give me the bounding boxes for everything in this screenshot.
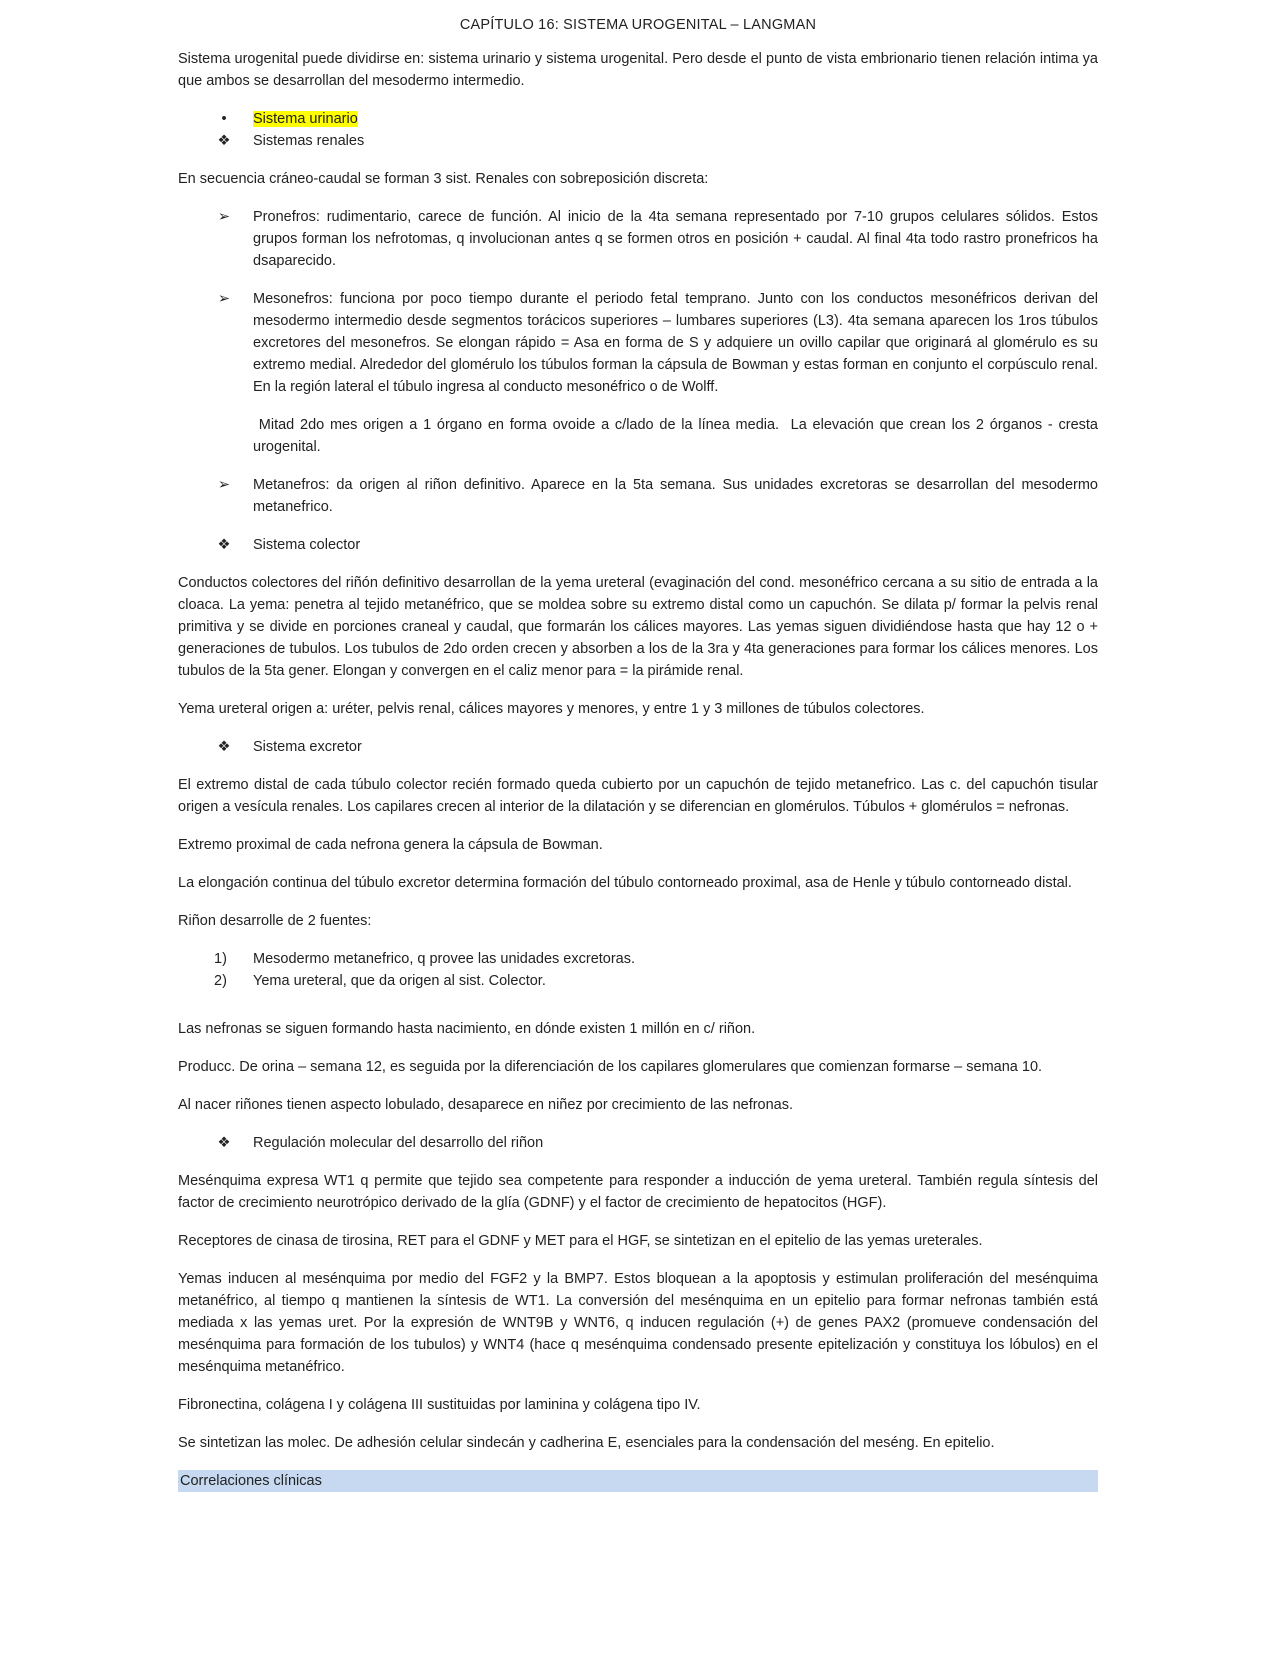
paragraph-nacer: Al nacer riñones tienen aspecto lobulado, desaparece en niñez por crecimiento de las nefronas. xyxy=(178,1097,794,1113)
paragraph-extremo-distal: El extremo distal de cada túbulo colector recién formado queda cubierto por un capuchón de tejido metanefrico. Las c. del capuchón tisular origen a vesícula renales. Los capilares crecen al interior de la dilatación y se diferencian en glomérulos. Túbulos + glomérulos = nefronas. xyxy=(178,777,1098,815)
arrow-bullet-icon: ➢ xyxy=(217,209,231,225)
paragraph-fuentes: Riñon desarrolle de 2 fuentes: xyxy=(178,913,372,929)
paragraph-conductos: Conductos colectores del riñón definitivo desarrollan de la yema ureteral (evaginación del cond. mesonéfrico cercana a su sitio de entrada a la cloaca. La yema: penetra al tejido metanéfrico, que se moldea sobre su extremo distal como un capuchón. Se dilata p/ formar la pelvis renal primitiva y se divide en porciones craneal y caudal, que formarán los cálices mayores. Las yemas siguen dividiéndose hasta que hay 12 o + generaciones de tubulos. Los tubulos de 2do orden crecen y absorben a los de la 3ra y 4ta generaciones para formar los cálices menores. Los tubulos de la 5ta gener. Elongan y convergen en el caliz menor para = la pirámide renal. xyxy=(178,575,1098,679)
list-item-fuente-1 xyxy=(178,948,1098,970)
paragraph-nefronas: Las nefronas se siguen formando hasta nacimiento, en dónde existen 1 millón en c/ riñon. xyxy=(178,1021,756,1037)
list-item-mesonefros xyxy=(178,288,1098,398)
document-page xyxy=(178,14,1103,1492)
diamond-bullet-icon: ❖ xyxy=(217,133,231,149)
paragraph-mesenquima: Mesénquima expresa WT1 q permite que tejido sea competente para responder a inducción de yema ureteral. También regula síntesis del factor de crecimiento neurotrópico derivado de la glía (GDNF) y el factor de crecimiento de hepatocitos (HGF). xyxy=(178,1173,1098,1211)
highlighted-heading-correlaciones: Correlaciones clínicas xyxy=(178,1470,1098,1492)
heading-regulacion: Regulación molecular del desarrollo del riñon xyxy=(253,1135,544,1151)
diamond-bullet-icon: ❖ xyxy=(217,537,231,553)
diamond-bullet-icon: ❖ xyxy=(217,1135,231,1151)
list-number: 1) xyxy=(214,951,227,967)
list-item-colector xyxy=(178,534,1098,556)
paragraph-yemas-inducen: Yemas inducen al mesénquima por medio del FGF2 y la BMP7. Estos bloquean a la apoptosis y estimulan proliferación del mesénquima metanéfrico, al tiempo q mantienen la síntesis de WT1. La conversión del mesénquima en un epitelio para formar nefronas también está mediada x las yemas uret. Por la expresión de WNT9B y WNT6, q inducen regulación (+) de genes PAX2 (promueve condensación del mesénquima para formación de los tubulos) y WNT4 (hace q mesénquima condensado presente epitelización y constituya los lóbulos) en el mesénquima metanéfrico. xyxy=(178,1271,1098,1375)
heading-colector: Sistema colector xyxy=(253,537,361,553)
bullet-icon: • xyxy=(221,111,227,127)
list-item-regulacion xyxy=(178,1132,1098,1154)
document-title: CAPÍTULO 16: SISTEMA UROGENITAL – LANGMAN xyxy=(459,17,817,33)
list-item-excretor xyxy=(178,736,1098,758)
paragraph-yema: Yema ureteral origen a: uréter, pelvis renal, cálices mayores y menores, y entre 1 y 3 millones de túbulos colectores. xyxy=(178,701,925,717)
paragraph-receptores: Receptores de cinasa de tirosina, RET para el GDNF y MET para el HGF, se sintetizan en el epitelio de las yemas ureterales. xyxy=(178,1233,983,1249)
intro-paragraph: Sistema urogenital puede dividirse en: sistema urinario y sistema urogenital. Pero desde el punto de vista embrionario tienen relación intima ya que ambos se desarrollan del mesodermo intermedio. xyxy=(178,51,1098,89)
text-fuente-2: Yema ureteral, que da origen al sist. Colector. xyxy=(253,973,546,989)
paragraph-secuencia: En secuencia cráneo-caudal se forman 3 sist. Renales con sobreposición discreta: xyxy=(178,171,709,187)
list-item-fuente-2 xyxy=(178,970,1098,992)
list-item-metanefros xyxy=(178,474,1098,518)
text-fuente-1: Mesodermo metanefrico, q provee las unidades excretoras. xyxy=(253,951,636,967)
heading-renales: Sistemas renales xyxy=(253,133,365,149)
text-metanefros: Metanefros: da origen al riñon definitivo. Aparece en la 5ta semana. Sus unidades excretoras se desarrollan del mesodermo metanefrico. xyxy=(253,477,1098,515)
spacer xyxy=(178,992,1098,1018)
arrow-bullet-icon: ➢ xyxy=(217,477,231,493)
list-item-pronefros xyxy=(178,206,1098,272)
diamond-bullet-icon: ❖ xyxy=(217,739,231,755)
list-item-renales xyxy=(178,130,1098,152)
paragraph-fibronectina: Fibronectina, colágena I y colágena III sustituidas por laminina y colágena tipo IV. xyxy=(178,1397,701,1413)
text-pronefros: Pronefros: rudimentario, carece de función. Al inicio de la 4ta semana representado por 7-10 grupos celulares sólidos. Estos grupos forman los nefrotomas, q involucionan antes q se formen otros en posición + caudal. Al final 4ta todo rastro pronefricos ha dsaparecido. xyxy=(253,209,1098,269)
list-number: 2) xyxy=(214,973,227,989)
paragraph-molec: Se sintetizan las molec. De adhesión celular sindecán y cadherina E, esenciales para la condensación del meséng. En epitelio. xyxy=(178,1435,995,1451)
list-item-urinario xyxy=(178,108,1098,130)
paragraph-extremo-proximal: Extremo proximal de cada nefrona genera la cápsula de Bowman. xyxy=(178,837,603,853)
arrow-bullet-icon: ➢ xyxy=(217,291,231,307)
paragraph-elongacion: La elongación continua del túbulo excretor determina formación del túbulo contorneado proximal, asa de Henle y túbulo contorneado distal. xyxy=(178,875,1072,891)
text-mesonefros: Mesonefros: funciona por poco tiempo durante el periodo fetal temprano. Junto con los conductos mesonéfricos derivan del mesodermo intermedio desde segmentos torácicos superiores – lumbares superiores (L3). 4ta semana aparecen los 1ros túbulos excretores del mesonefros. Se elongan rápido = Asa en forma de S y adquiere un ovillo capilar que originará al glomérulo es su extremo medial. Alrededor del glomérulo los túbulos forman la cápsula de Bowman y estas forman en conjunto el corpúsculo renal. En la región lateral el túbulo ingresa al conducto mesonéfrico o de Wolff. xyxy=(253,291,1098,395)
text-mesonefros-sub: Mitad 2do mes origen a 1 órgano en forma ovoide a c/lado de la línea media. La elevación que crean los 2 órganos - cresta urogenital. xyxy=(253,417,1103,455)
heading-excretor: Sistema excretor xyxy=(253,739,362,755)
highlighted-heading-urinario: Sistema urinario xyxy=(253,111,358,127)
paragraph-producc: Producc. De orina – semana 12, es seguida por la diferenciación de los capilares glomerulares que comienzan formarse – semana 10. xyxy=(178,1059,1043,1075)
